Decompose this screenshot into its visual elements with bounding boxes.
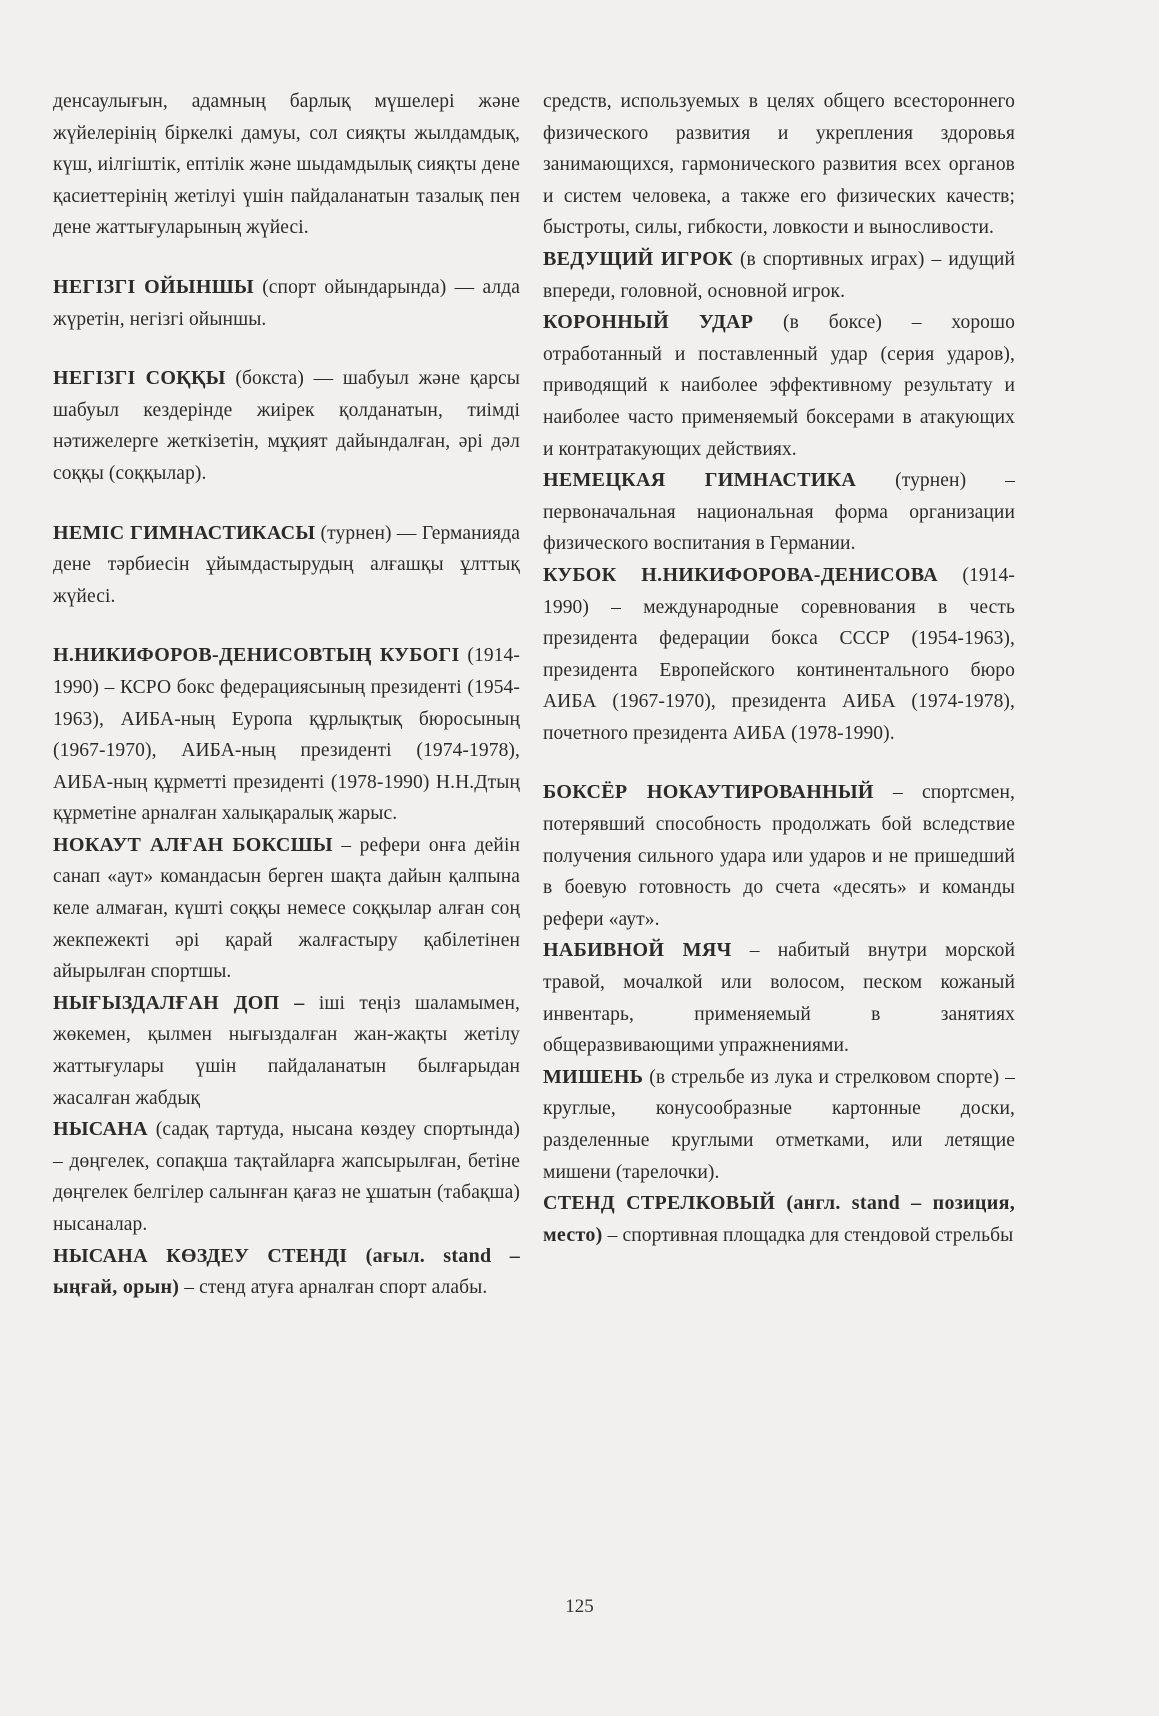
entry-koronnyy-udar: [543, 307, 1015, 465]
entry-kubok-nikiforova-denisova: [543, 560, 1015, 750]
entry-text: (турнен) – первоначальная национальная форма организации физического воспитания в Германии.: [543, 470, 1015, 555]
entry-term: НЕМІС ГИМНАСТИКАСЫ: [53, 521, 316, 544]
entry-nikiforov-denisov-kubogi: [53, 640, 520, 830]
right-column: [543, 86, 1015, 1251]
entry-text: – спортивная площадка для стендовой стрельбы: [602, 1224, 1014, 1246]
entry-nemis-gimnastikasy: [53, 518, 520, 613]
entry-nygyzdalgan-dop: [53, 988, 520, 1114]
entry-term: НЫСАНА: [53, 1118, 148, 1141]
entry-term: МИШЕНЬ: [543, 1065, 644, 1088]
entry-text: іші теңіз шаламымен, жөкемен, қылмен нығыздалған жан-жақты жетілу жаттығулары үшін пайдаланатын былғарыдан жасалған жабдық: [53, 992, 520, 1109]
page-number: 125: [565, 1596, 594, 1617]
entry-term: КОРОННЫЙ УДАР: [543, 311, 754, 334]
entry-term: НЕГІЗГІ СОҚҚЫ: [53, 367, 226, 390]
entry-term: Н.НИКИФОРОВ-ДЕНИСОВТЫҢ КУБОГІ: [53, 644, 460, 667]
entry-text: (спорт ойындарында) — алда жүретін, негізгі ойыншы.: [53, 276, 520, 330]
entry-stend-strelkovyy: [543, 1188, 1015, 1251]
entry-text: – набитый внутри морской травой, мочалкой или волосом, песком кожаный инвентарь, применяемый в занятиях общеразвивающими упражнениями.: [543, 940, 1015, 1057]
entry-term: КУБОК Н.НИКИФОРОВА-ДЕНИСОВА: [543, 563, 938, 586]
entry-text: – стенд атуға арналған спорт алабы.: [179, 1277, 488, 1299]
entry-term: НАБИВНОЙ МЯЧ: [543, 939, 732, 962]
entry-term: НЫСАНА КӨЗДЕУ СТЕНДІ (ағыл. stand – ыңғай, орын): [53, 1244, 520, 1299]
entry-continuation: [53, 86, 520, 244]
entry-text: средств, используемых в целях общего всестороннего физического развития и укрепления здоровья занимающихся, гармонического развития всех органов и систем человека, а также его физических качеств; быстроты, силы, гибкости, ловкости и выносливости.: [543, 91, 1015, 239]
entry-nabivnoy-myach: [543, 935, 1015, 1061]
entry-text: – спортсмен, потерявший способность продолжать бой вследствие получения сильного удара или ударов и не пришедший в боевую готовность до счета «десять» и команды рефери «аут».: [543, 782, 1015, 930]
entry-nysana: [53, 1114, 520, 1240]
entry-term: НЕМЕЦКАЯ ГИМНАСТИКА: [543, 469, 857, 492]
entry-text: денсаулығын, адамның барлық мүшелері және жүйелерінің біркелкі дамуы, сол сияқты жылдамдық, күш, иілгіштік, ептілік және шыдамдылық сияқты дене қасиеттерінің жетілуі үшін пайдаланатын тазалық пен дене жаттығуларының жүйесі.: [53, 91, 520, 239]
entry-text: (1914-1990) – международные соревнования в честь президента федерации бокса СССР (1954-1963), президента Европейского континентального бюро АИБА (1967-1970), президента АИБА (1974-1978), почетного президента АИБА (1978-1990).: [543, 564, 1015, 744]
entry-term: НОКАУТ АЛҒАН БОКСШЫ: [53, 833, 333, 856]
entry-term: БОКСЁР НОКАУТИРОВАННЫЙ: [543, 781, 874, 804]
entry-term: НЫҒЫЗДАЛҒАН ДОП –: [53, 991, 305, 1014]
entry-vedushchiy-igrok: [543, 244, 1015, 307]
entry-term: СТЕНД СТРЕЛКОВЫЙ (англ. stand – позиция, место): [543, 1192, 1015, 1246]
entry-text: – рефери онға дейін санап «аут» командасын берген шақта дайын қалпына келе алмаған, күшті соққы немесе соққылар алған соң жекпежекті әрі қарай жалғастыру қабілетінен айырылған спортшы.: [53, 834, 520, 983]
entry-negizgi-sokky: [53, 363, 520, 489]
entry-text: (турнен) — Германияда дене тәрбиесін ұйымдастырудың алғашқы ұлттық жүйесі.: [53, 522, 521, 607]
entry-text: (1914-1990) – КСРО бокс федерациясының президенті (1954-1963), АИБА-ның Еуропа құрлықтық бюросының (1967-1970), АИБА-ның президенті (1974-1978), АИБА-ның құрметті президенті (1978-1990) Н.Н.Дтың құрметіне арналған халықаралық жарыс.: [53, 645, 520, 825]
entry-term: ВЕДУЩИЙ ИГРОК: [543, 247, 733, 270]
entry-nemetskaya-gimnastika: [543, 465, 1015, 560]
entry-mishen: [543, 1062, 1015, 1188]
left-column: [53, 86, 520, 1304]
entry-negizgi-oiynshy: [53, 272, 520, 335]
entry-term: НЕГІЗГІ ОЙЫНШЫ: [53, 275, 254, 298]
entry-text: (бокста) — шабуыл және қарсы шабуыл кездерінде жиірек қолданатын, тиімді нәтижелерге жеткізетін, мұқият дайындалған, әрі дәл соққы (соққылар).: [53, 368, 520, 484]
entry-continuation: [543, 86, 1015, 244]
entry-text: (садақ тартуда, нысана көздеу спортында) – дөңгелек, сопақша тақтайларға жапсырылған, бетіне дөңгелек белгілер салынған қағаз не ұшатын (табақша) нысаналар.: [53, 1119, 520, 1235]
entry-text: (в спортивных играх) – идущий впереди, головной, основной игрок.: [543, 248, 1016, 302]
entry-text: (в стрельбе из лука и стрелковом спорте) – круглые, конусообразные картонные доски, разделенные круглыми отметками, или летящие мишени (тарелочки).: [543, 1066, 1015, 1183]
entry-text: (в боксе) – хорошо отработанный и поставленный удар (серия ударов), приводящий к наиболее эффективному результату и наиболее часто применяемый боксерами в атакующих и контратакующих действиях.: [543, 312, 1015, 460]
entry-bokser-nokautirovannyy: [543, 777, 1015, 935]
entry-nokaut-algan-boksshy: [53, 830, 520, 988]
entry-nysana-kozdeu-stendi: [53, 1241, 520, 1304]
